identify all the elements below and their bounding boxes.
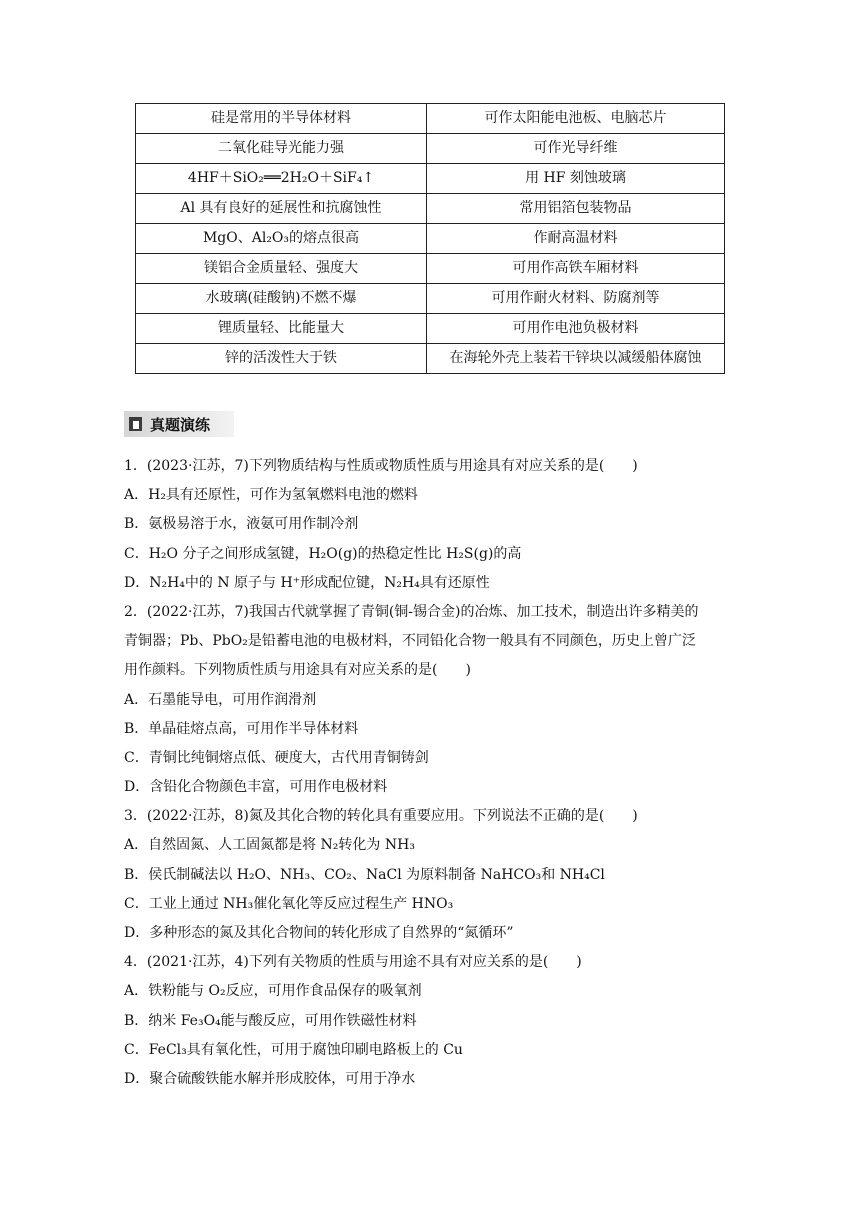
use-cell: 可用作高铁车厢材料	[427, 254, 725, 284]
question-1-option-a: A．H₂具有还原性，可作为氢氧燃料电池的燃料	[124, 487, 418, 504]
section-header	[124, 411, 234, 437]
question-2-option-a: A．石墨能导电，可用作润滑剂	[124, 691, 317, 708]
question-1-option-b: B．氨极易溶于水，液氨可用作制冷剂	[124, 516, 359, 533]
table-row	[136, 194, 725, 224]
property-cell: Al 具有良好的延展性和抗腐蚀性	[136, 194, 427, 224]
table-row	[136, 134, 725, 164]
question-4-option-d: D．聚合硫酸铁能水解并形成胶体，可用于净水	[124, 1070, 416, 1087]
use-cell: 常用铝箔包装物品	[427, 194, 725, 224]
property-cell: 镁铝合金质量轻、强度大	[136, 254, 427, 284]
question-3-option-a: A．自然固氮、人工固氮都是将 N₂转化为 NH₃	[124, 837, 415, 854]
question-4-option-a: A．铁粉能与 O₂反应，可用作食品保存的吸氧剂	[124, 983, 422, 1000]
property-cell: 4HF＋SiO₂══2H₂O＋SiF₄↑	[136, 164, 427, 194]
use-cell: 可用作电池负极材料	[427, 314, 725, 344]
property-cell: 硅是常用的半导体材料	[136, 104, 427, 134]
question-1-option-c: C．H₂O 分子之间形成氢键，H₂O(g)的热稳定性比 H₂S(g)的高	[124, 545, 522, 562]
use-cell: 可作光导纤维	[427, 134, 725, 164]
question-2-stem-line-2: 青铜器；Pb、PbO₂是铅蓄电池的电极材料，不同铅化合物一般具有不同颜色，历史上曾广泛	[124, 633, 696, 650]
question-3-option-d: D．多种形态的氮及其化合物间的转化形成了自然界的“氮循环”	[124, 925, 514, 941]
use-cell: 在海轮外壳上装若干锌块以减缓船体腐蚀	[427, 344, 725, 374]
question-1-stem: 1．(2023·江苏，7)下列物质结构与性质或物质性质与用途具有对应关系的是( )	[124, 458, 638, 474]
property-cell: 锂质量轻、比能量大	[136, 314, 427, 344]
question-3-option-c: C．工业上通过 NH₃催化氧化等反应过程生产 HNO₃	[124, 895, 454, 912]
table-row	[136, 344, 725, 374]
question-2-stem-line-3: 用作颜料。下列物质性质与用途具有对应关系的是( )	[124, 662, 471, 679]
property-cell: MgO、Al₂O₃的熔点很高	[136, 224, 427, 254]
section-marker-icon	[129, 417, 142, 431]
table-row	[136, 164, 725, 194]
question-1-option-d: D．N₂H₄中的 N 原子与 H⁺形成配位键，N₂H₄具有还原性	[124, 574, 490, 591]
use-cell: 用 HF 刻蚀玻璃	[427, 164, 725, 194]
question-4-stem: 4．(2021·江苏，4)下列有关物质的性质与用途不具有对应关系的是( )	[124, 954, 582, 971]
question-3-option-b: B．侯氏制碱法以 H₂O、NH₃、CO₂、NaCl 为原料制备 NaHCO₃和 NH₄Cl	[124, 866, 605, 883]
use-cell: 作耐高温材料	[427, 224, 725, 254]
table-row	[136, 224, 725, 254]
property-cell: 二氧化硅导光能力强	[136, 134, 427, 164]
question-3-stem: 3．(2022·江苏，8)氮及其化合物的转化具有重要应用。下列说法不正确的是( )	[124, 808, 638, 825]
question-4-option-c: C．FeCl₃具有氧化性，可用于腐蚀印刷电路板上的 Cu	[124, 1041, 463, 1058]
property-use-table	[135, 103, 725, 374]
use-cell: 可作太阳能电池板、电脑芯片	[427, 104, 725, 134]
question-2-stem-line-1: 2．(2022·江苏，7)我国古代就掌握了青铜(铜-锡合金)的冶炼、加工技术，制造出许多精美的	[124, 603, 699, 620]
table-row	[136, 254, 725, 284]
question-2-option-b: B．单晶硅熔点高，可用作半导体材料	[124, 720, 359, 737]
table-row	[136, 104, 725, 134]
property-cell: 锌的活泼性大于铁	[136, 344, 427, 374]
question-list	[124, 452, 744, 1094]
table-row	[136, 314, 725, 344]
table-row	[136, 284, 725, 314]
question-2-option-c: C．青铜比纯铜熔点低、硬度大，古代用青铜铸剑	[124, 749, 429, 766]
property-cell: 水玻璃(硅酸钠)不燃不爆	[136, 284, 427, 314]
question-2-option-d: D．含铅化合物颜色丰富，可用作电极材料	[124, 779, 388, 796]
section-title: 真题演练	[150, 415, 211, 434]
use-cell: 可用作耐火材料、防腐剂等	[427, 284, 725, 314]
question-4-option-b: B．纳米 Fe₃O₄能与酸反应，可用作铁磁性材料	[124, 1012, 417, 1029]
